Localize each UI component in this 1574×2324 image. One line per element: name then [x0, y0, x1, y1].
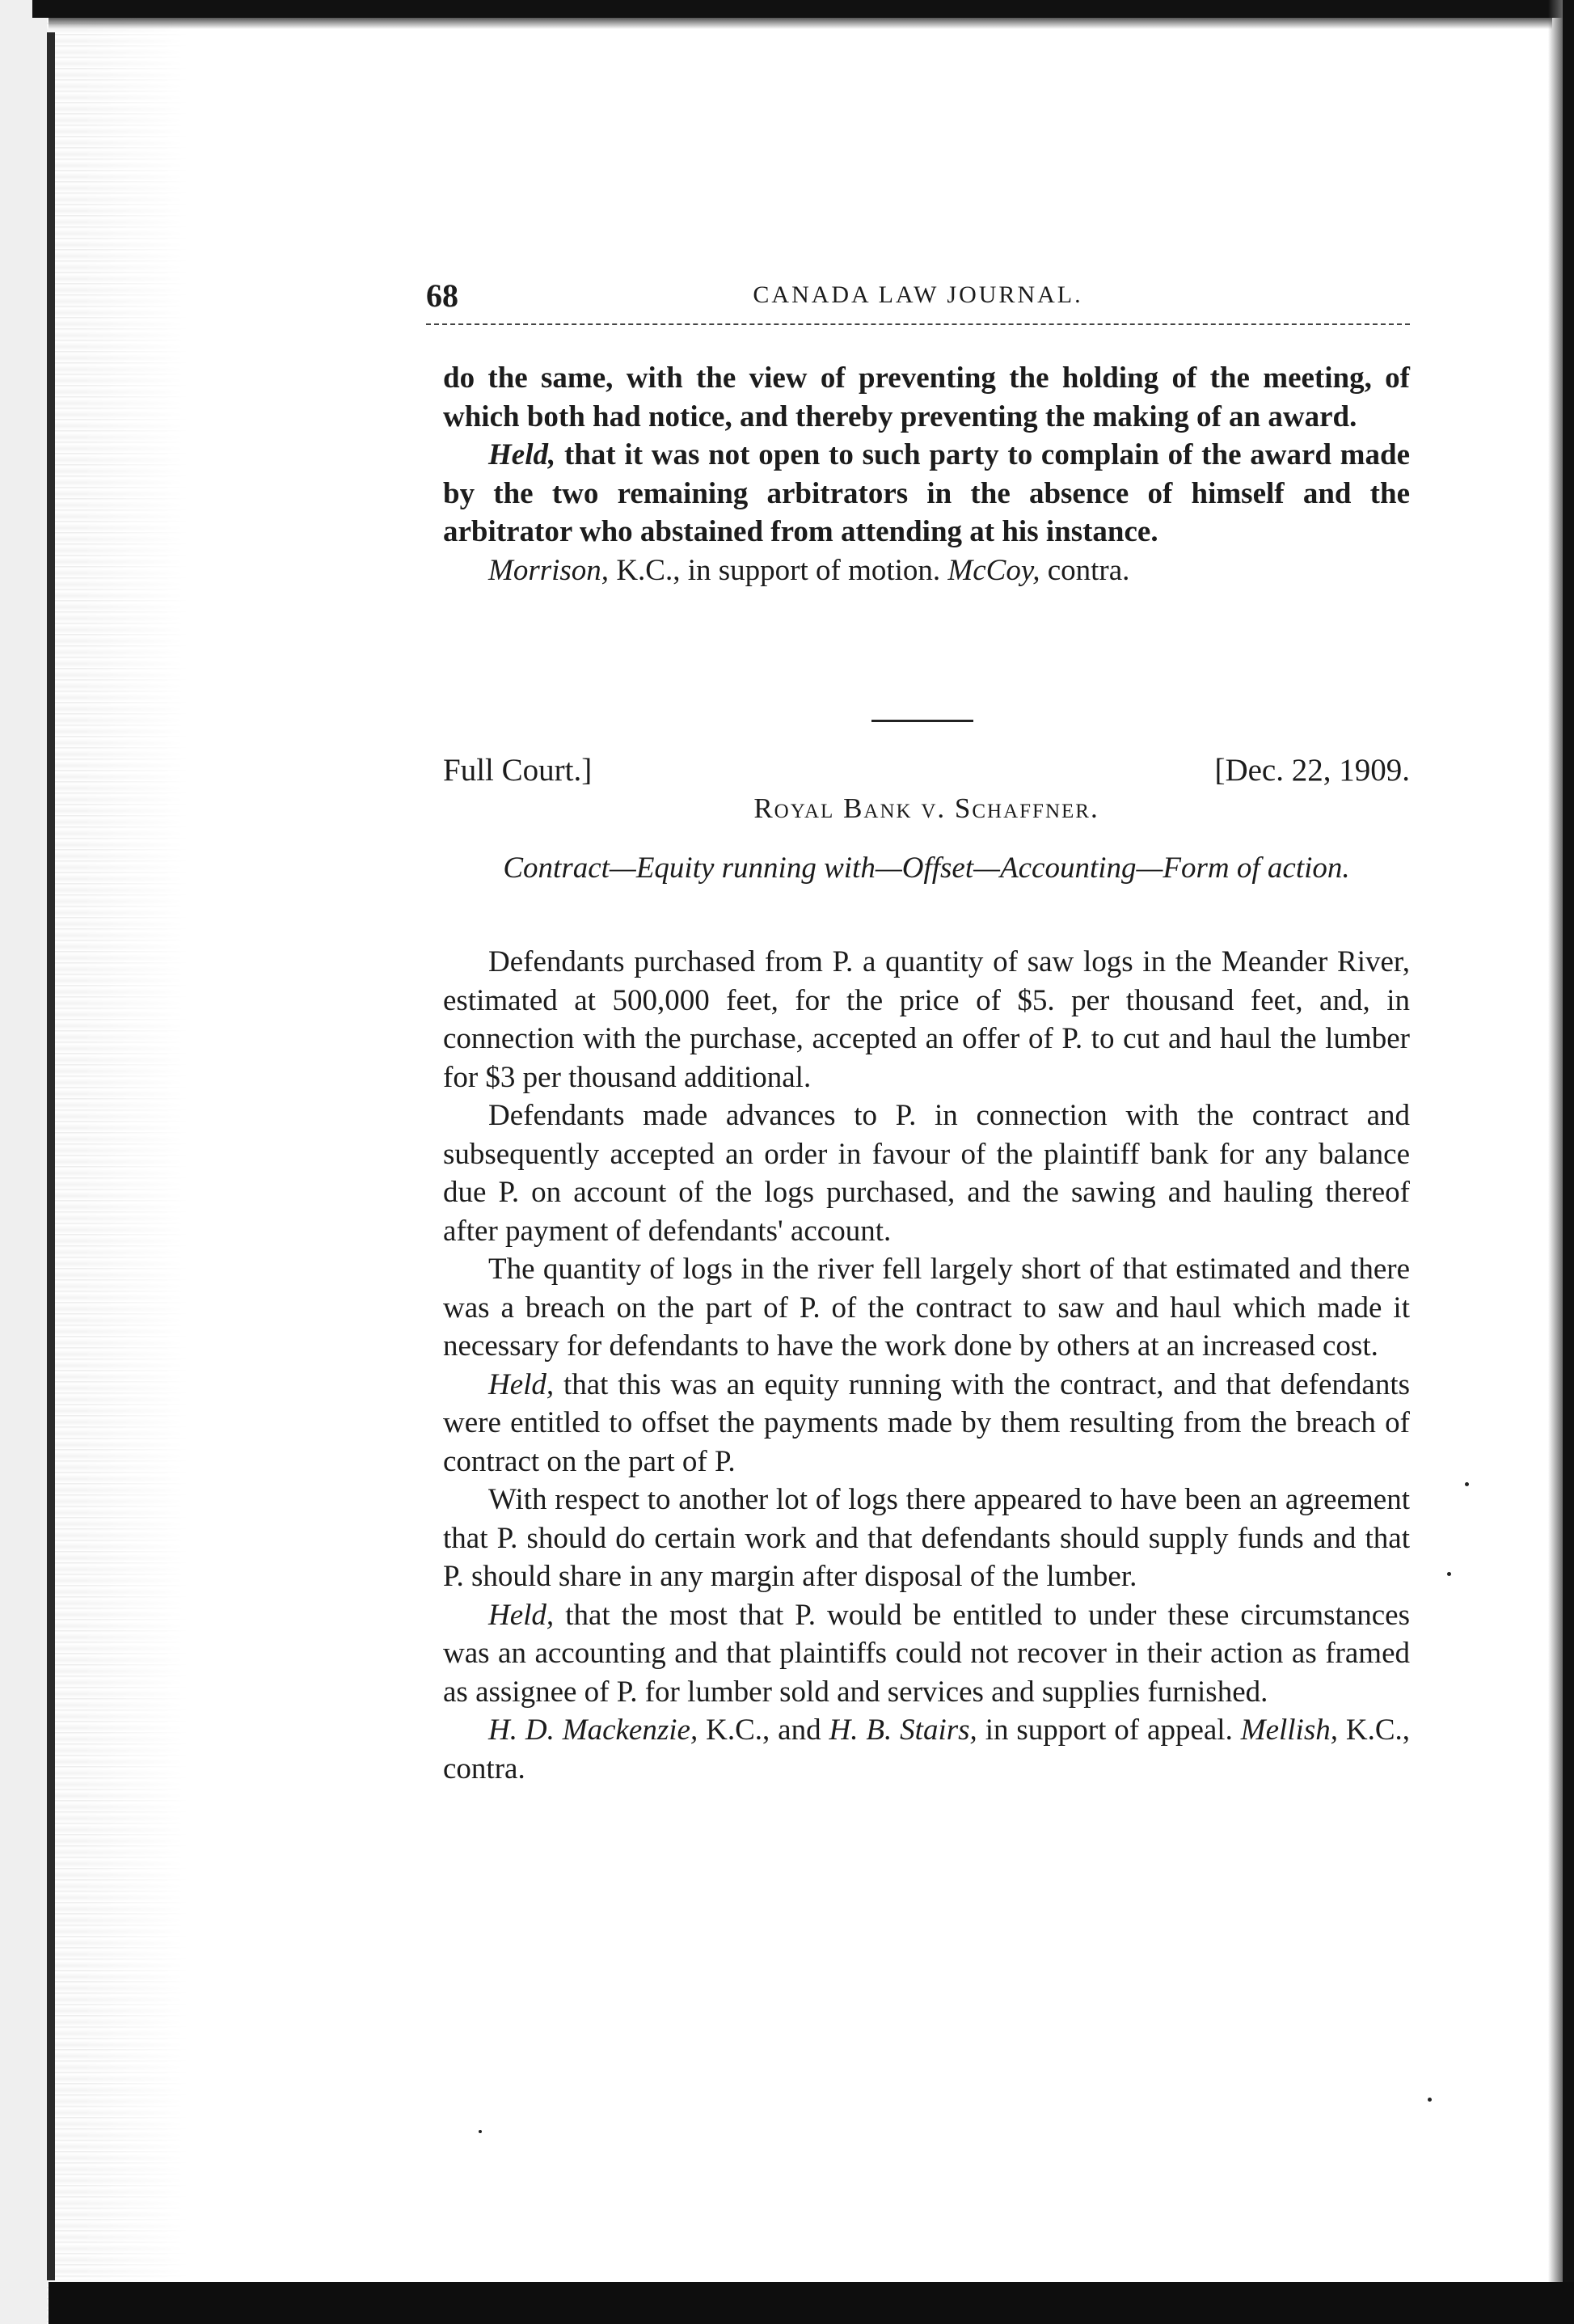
scan-bottom-edge [49, 2282, 1574, 2324]
headnote-paragraph: The quantity of logs in the river fell largely short of that estimated and there was a breach on the part of P. of the contract to saw and haul which made it necessary for defendants to have the work done by others at an increased cost. [443, 1253, 1410, 1363]
held-label: Held, [488, 438, 556, 471]
headnote-paragraph: Defendants purchased from P. a quantity of saw logs in the Meander River, estimated at 500,000 feet, for the price of $5. per thousand feet, and, in connection with the purchase, accepted an offer of P. to cut and haul the lumber for $3 per thousand additional. [443, 945, 1410, 1094]
page-header [426, 277, 1410, 312]
held-paragraph [443, 1596, 1410, 1712]
scan-right-edge [1563, 0, 1574, 2324]
counsel-name: H. D. Mackenzie, [488, 1713, 698, 1747]
first-case-held [443, 436, 1410, 551]
case-title: Royal Bank v. Schaffner. [753, 792, 1099, 824]
case-separator [871, 720, 973, 722]
counsel-text: K.C., contra. [443, 1713, 1411, 1785]
counsel-text: contra. [1047, 553, 1130, 587]
scan-top-edge [32, 0, 1568, 18]
second-case-counsel [443, 1711, 1410, 1788]
headnote-paragraph: With respect to another lot of logs there appeared to have been an agreement that P. should do certain work and that defendants should supply funds and that P. should share in any margin after disposal of the lumber. [443, 1483, 1410, 1593]
headnote-paragraph: Defendants made advances to P. in connection with the contract and subsequently accepted an order in favour of the plaintiff bank for any balance due P. on account of the logs purchased, and the sawing and hauling thereof after payment of defendants' account. [443, 1099, 1410, 1248]
second-case-body [443, 943, 1410, 1788]
scan-speck [1465, 1482, 1469, 1486]
scan-speck [1447, 1572, 1451, 1576]
running-head: CANADA LAW JOURNAL. [753, 281, 1083, 308]
counsel-text: K.C., and [706, 1713, 821, 1747]
scan-speck [479, 2130, 482, 2133]
held-label: Held, [488, 1367, 555, 1401]
catchwords: Contract—Equity running with—Offset—Accounting—Form of action. [503, 851, 1350, 885]
scan-top-shadow [49, 18, 1552, 29]
held-text: that this was an equity running with the contract, and that defendants were entitled to offset the payments made by them resulting from the breach of contract on the part of P. [443, 1367, 1411, 1478]
held-text: that it was not open to such party to complain of the award made by the two remaining arbitrators in the absence of himself and the arbitrator who abstained from attending at his instance. [443, 438, 1411, 548]
held-text: that the most that P. would be entitled to under these circumstances was an accounting and that plaintiffs could not recover in their action as framed as assignee of P. for lumber sold and services and supplies furnished. [443, 1598, 1410, 1709]
counsel-text: K.C., in support of motion. [616, 553, 941, 587]
scan-speck [1428, 2098, 1432, 2102]
counsel-name: Morrison, [488, 553, 610, 587]
first-case-body [443, 359, 1410, 589]
counsel-text: in support of appeal. [985, 1713, 1233, 1747]
held-paragraph [443, 1366, 1410, 1481]
held-label: Held, [488, 1598, 555, 1632]
court-label: Full Court.] [443, 753, 593, 788]
scan-left-shadow [47, 0, 192, 2324]
page-number: 68 [426, 277, 458, 314]
first-case-paragraph: do the same, with the view of preventing the holding of the meeting, of which both had notice, and thereby preventing the making of an award. [443, 361, 1410, 433]
counsel-name: Mellish, [1240, 1713, 1338, 1747]
scan-left-margin [0, 0, 47, 2324]
first-case-counsel [443, 551, 1410, 590]
scan-left-edge [47, 32, 55, 2280]
header-rule [426, 323, 1410, 325]
counsel-name: H. B. Stairs, [829, 1713, 977, 1747]
decision-date: [Dec. 22, 1909. [1214, 753, 1410, 788]
scan-right-shadow [1548, 0, 1563, 2324]
counsel-name: McCoy, [947, 553, 1040, 587]
